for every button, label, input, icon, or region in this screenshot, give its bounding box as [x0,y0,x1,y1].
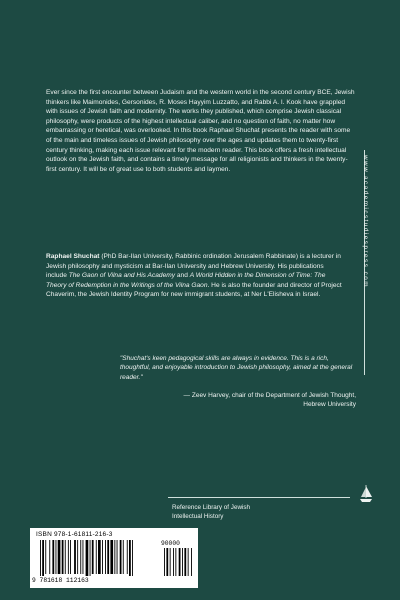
series-divider [168,497,350,498]
barcode-digits: 9 781618 112163 [32,577,89,584]
publisher-url[interactable]: www.academicstudiespress.com [362,155,369,288]
series-line: Reference Library of Jewish [172,504,251,511]
endorsement-attribution [140,391,356,410]
author-bio-text: . He is also the founder and director of Project Chaverim, the Jewish Identity Program for new immigrant students, at Ner L'Elisheva in Israel. [46,281,342,299]
barcode-addon-digits: 90000 [161,540,180,547]
book-description: Ever since the first encounter between Judaism and the western world in the second century BCE, Jewish thinkers like Maimonides, Gersonides, R. Moses Hayyim Luzzatto, and Rabbi A. I. Kook have grappled with issues of Jewish faith and modernity. The works they published, which comprise Jewish classical philosophy, were products of the highest intellectual caliber, and no question of faith, no matter how embarrassing or heretical, was overlooked. In this book Raphael Shuchat presents the reader with some of the main and timeless issues of Jewish philosophy over the ages and updates them to twenty-first century thinking, making each issue relevant for the modern reader. This book offers a fresh intellectual outlook on the Jewish faith, and contains a timely message for all religionists and thinkers in the twenty-first century. It will be of great use to both students and laymen. [46,89,355,173]
isbn-label: ISBN 978-1-61811-216-3 [36,531,113,538]
author-bio [46,252,346,300]
author-name: Raphael Shuchat [46,253,100,260]
author-book-title: A World Hidden in the Dimension of Time: The Theory of Redemption in the Writings of the Vilna Gaon [46,272,326,289]
attribution-line: — Zeev Harvey, chair of the Department of Jewish Thought, [183,392,356,399]
attribution-line: Hebrew University [303,401,356,409]
series-title [172,503,352,521]
publisher-logo-icon [355,482,377,504]
author-bio-text: (PhD Bar-Ilan University, Rabbinic ordination Jerusalem Rabbinate) is a lecturer in Jewish philosophy and mysticism at Bar-Ilan University and Hebrew University. His publications include [46,253,341,280]
isbn-barcode [30,528,198,588]
author-book-title: The Gaon of Vilna and His Academy [68,272,176,280]
author-bio-text: and [175,272,190,280]
series-line: Intellectual History [172,513,224,520]
endorsement-quote: "Shuchat's keen pedagogical skills are always in evidence. This is a rich, thoughtful, and enjoyable introduction to Jewish philosophy, aimed at the general reader." [120,355,353,381]
